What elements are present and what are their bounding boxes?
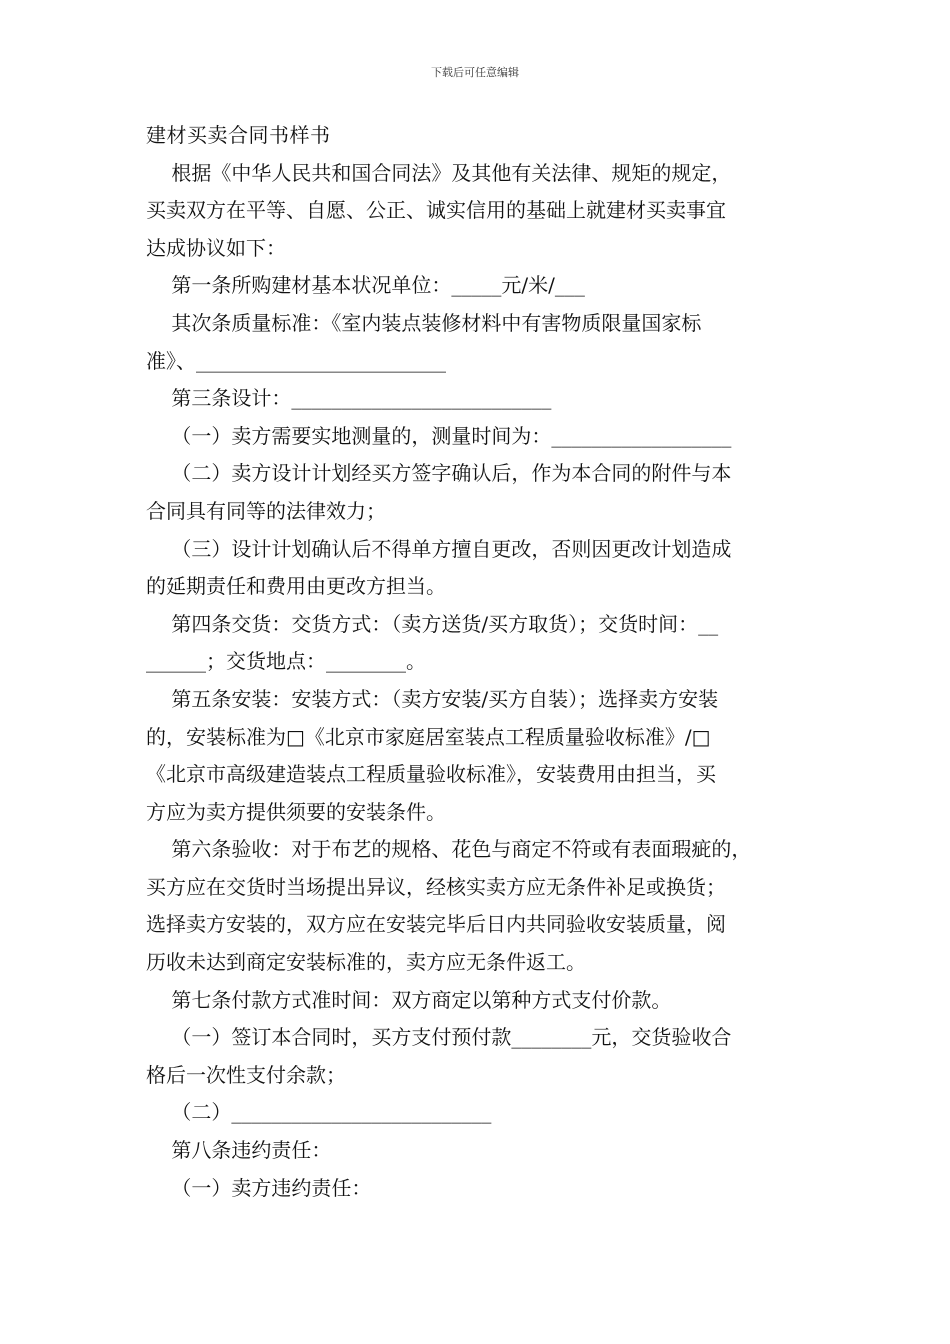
paragraph-line: 选择卖方安装的，双方应在安装完毕后日内共同验收安装质量，阅	[146, 912, 726, 937]
paragraph-line: （一）卖方需要实地测量的，测量时间为：__________________	[146, 423, 732, 448]
paragraph-line: ______；交货地点：________。	[146, 649, 426, 674]
paragraph-line: 达成协议如下：	[146, 235, 286, 260]
paragraph-line: 其次条质量标准：《室内装点装修材料中有害物质限量国家标	[146, 310, 702, 335]
paragraph-line: 买方应在交货时当场提出异议，经核实卖方应无条件补足或换货；	[146, 874, 726, 899]
paragraph-line: 第七条付款方式准时间：双方商定以第种方式支付价款。	[146, 987, 672, 1012]
paragraph-line: 根据《中华人民共和国合同法》及其他有关法律、规矩的规定，	[146, 160, 732, 185]
document-body	[146, 117, 810, 1207]
paragraph-line: 合同具有同等的法律效力；	[146, 498, 386, 523]
paragraph-line: （一）签订本合同时，买方支付预付款________元，交货验收合	[146, 1025, 732, 1050]
paragraph-line: （一）卖方违约责任：	[146, 1175, 372, 1200]
paragraph-line: 第一条所购建材基本状况单位：_____元/米/___	[146, 273, 585, 298]
paragraph-line: 历收未达到商定安装标准的，卖方应无条件返工。	[146, 950, 586, 975]
paragraph-line: 的，安装标准为□《北京市家庭居室装点工程质量验收标准》/□	[146, 724, 711, 749]
paragraph-line: 第四条交货：交货方式：（卖方送货/买方取货）；交货时间：__	[146, 611, 719, 636]
paragraph-line: 的延期责任和费用由更改方担当。	[146, 574, 446, 599]
paragraph-line: 准》、_________________________	[146, 348, 446, 373]
paragraph-line: （三）设计计划确认后不得单方擅自更改，否则因更改计划造成	[146, 536, 732, 561]
paragraph-line: 第六条验收：对于布艺的规格、花色与商定不符或有表面瑕疵的，	[146, 837, 752, 862]
paragraph-line: 《北京市高级建造装点工程质量验收标准》，安装费用由担当，买	[146, 762, 716, 787]
paragraph-line: 第三条设计：__________________________	[146, 386, 552, 411]
document-title: 建材买卖合同书样书	[146, 123, 331, 147]
paragraph-line: 第八条违约责任：	[146, 1138, 332, 1163]
paragraph-line: 买卖双方在平等、自愿、公正、诚实信用的基础上就建材买卖事宜	[146, 198, 726, 223]
paragraph-line: （二）卖方设计计划经买方签字确认后，作为本合同的附件与本	[146, 461, 732, 486]
paragraph-line: 方应为卖方提供须要的安装条件。	[146, 799, 446, 824]
paragraph-line: （二）__________________________	[146, 1100, 492, 1125]
paragraph-line: 格后一次性支付余款；	[146, 1062, 346, 1087]
paragraph-line: 第五条安装：安装方式：（卖方安装/买方自装）；选择卖方安装	[146, 686, 719, 711]
page-header-note: 下载后可任意编辑	[431, 66, 519, 79]
